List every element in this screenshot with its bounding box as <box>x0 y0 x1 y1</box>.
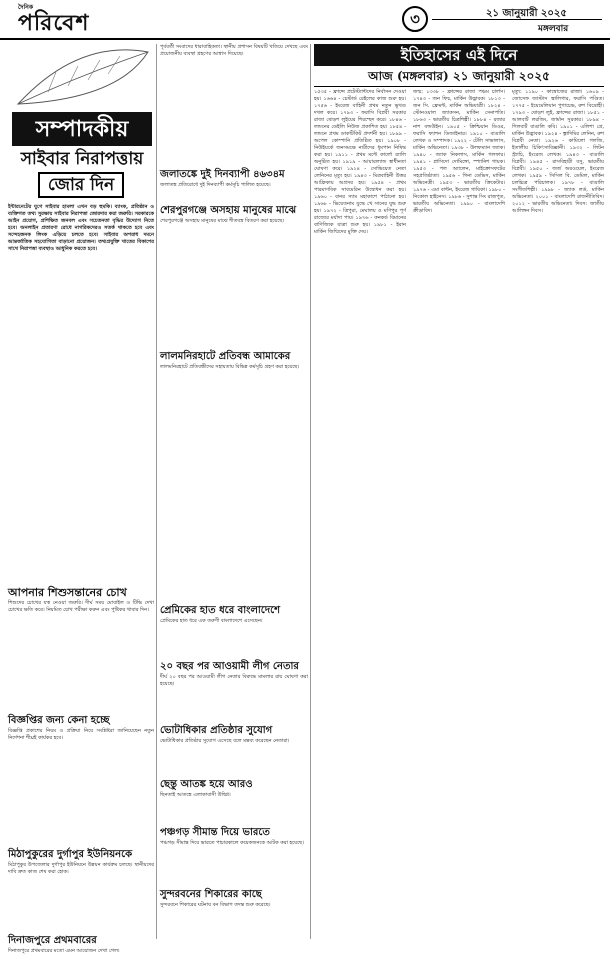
story-body: বিজ্ঞপ্তি প্রকাশের নিয়ম ও প্রক্রিয়া নিয়ে সংশ্লিষ্টরা জানিয়েছেন নতুন নির্দেশনা শীঘ্রই কার্যকর হবে। <box>8 728 154 741</box>
page-number: ৩ <box>402 6 428 32</box>
issue-date: ২১ জানুয়ারী ২০২৫ <box>486 8 567 19</box>
column-1 <box>8 44 154 964</box>
history-rule <box>314 86 604 87</box>
story-headline: আপনার শিশুসন্তানের চোখ <box>8 586 127 599</box>
story-body: ভোটাধিকার প্রতিষ্ঠার সুযোগ এসেছে বলে মন্তব্য করেছেন নেতারা। <box>160 738 290 744</box>
story-body: জলাতঙ্ক প্রতিরোধে দুই দিনব্যাপী কর্মসূচি পালিত হয়েছে। <box>160 182 271 188</box>
brand-small: দৈনিক <box>18 4 34 11</box>
history-column-events: ১৫৩৫ - ফ্রান্সে প্রটেস্ট্যান্টদের নির্বাসন দেওয়া হয়। ১৬৬৪ - চেস্টার্ড রেইলের কাজ শুরু হয়। ১৭৫৬ - ইংরেজ বাহিনী প্রথম নতুন ভূখণ্ড দখল করে। ১৭৯৩ - ফরাসি বিপ্লবী সরকার রাজা ষোড়শ লুইয়ের শিরশ্ছেদ করে। ১৮৪৬ - লন্ডনের ডেইলি নিউজ প্রকাশিত হয়। ১৮৫৪ - লন্ডনে প্রথম ডাকটিকিট প্রদর্শনী হয়। ১৮৯৯ - অপেল কোম্পানি প্রতিষ্ঠিত হয়। ১৯০৮ - নিউইয়র্কে জনসমক্ষে নারীদের ধূমপান নিষিদ্ধ করা হয়। ১৯১১ - প্রথম মন্টে কার্লো র‌্যালি অনুষ্ঠিত হয়। ১৯১৯ - আয়ারল্যান্ড স্বাধীনতা ঘোষণা করে। ১৯২৪ - সোভিয়েত নেতা লেনিনের মৃত্যু হয়। ১৯৪৩ - মিত্রবাহিনী উত্তর আফ্রিকায় অগ্রসর হয়। ১৯৫৪ - প্রথম পারমাণবিক সাবমেরিন উদ্বোধন করা হয়। ১৯৬০ - বানর স্যাম মহাকাশে পাঠানো হয়। ১৯৬৮ - ভিয়েতনাম যুদ্ধে খে সানের যুদ্ধ শুরু হয়। ১৯৭২ - ত্রিপুরা, মেঘালয় ও মণিপুর পূর্ণ রাজ্যের মর্যাদা পায়। ১৯৭৬ - কনকর্ড বিমানের বাণিজ্যিক যাত্রা শুরু হয়। ১৯৮১ - ইরান মার্কিন জিম্মিদের মুক্তি দেয়। <box>314 89 406 235</box>
story-body: লালমনিরহাটে প্রতিবন্ধীদের সহায়তায় বিভিন্ন কর্মসূচি গ্রহণ করা হয়েছে। <box>160 364 300 370</box>
story-body: সুন্দরবনে শিকারের ঘটনায় বন বিভাগ তদন্ত শুরু করেছে। <box>160 902 271 908</box>
history-column-deaths: মৃত্যু: ১১৯০ - কাম্বোজের রাজা। ১৬০৯ - জোসেফ জাস্টাস স্কালিগার, ফরাসি পণ্ডিত। ১৭৭৫ - ইয়েমেলিয়ান পুগাচেভ, রুশ বিদ্রোহী। ১৭৯৩ - ষোড়শ লুই, ফ্রান্সের রাজা। ১৮৫১ - আলবার্ট লরজিং, জার্মান সুরকার। ১৮৯৪ - গিলবার্ট বাঙালি কবি। ১৯০১ - এলিশা গ্রে, মার্কিন উদ্ভাবক। ১৯২৪ - ভ্লাদিমির লেনিন, রুশ বিপ্লবী নেতা। ১৯২৬ - কামিলো গলজি, ইতালীয় চিকিৎসাবিজ্ঞানী। ১৯৩২ - লিটন স্ট্র্যাচি, ইংরেজ লেখক। ১৯৪৩ - বাঙালি বিপ্লবী। ১৯৪৫ - রাসবিহারী বসু, ভারতীয় বিপ্লবী। ১৯৫০ - জর্জ অরওয়েল, ইংরেজ লেখক। ১৯৫৯ - সিসিল বি. ডেমিল, মার্কিন চলচ্চিত্র পরিচালক। ১৯৭৮ - বাঙালি সংগীতশিল্পী। ১৯৯৮ - জ্যাক লর্ড, মার্কিন অভিনেতা। ২০০১ - বাংলাদেশি রাজনীতিবিদ। ২০১২ - ভারতীয় অভিনেতা। দিবস: জাতীয় আলিঙ্গন দিবস। <box>512 89 604 214</box>
story-headline: ভোটাধিকার প্রতিষ্ঠার সুযোগ <box>160 725 273 736</box>
editorial-headline: সাইবার নিরাপত্তায় <box>20 149 144 169</box>
editorial-headline-boxed: জোর দিন <box>38 172 124 198</box>
issue-day: মঙ্গলবার <box>538 24 569 34</box>
masthead <box>0 0 610 40</box>
brand-main: পরিবেশ <box>18 10 90 36</box>
story-body: শিশুদের চোখের যত্ন নেওয়া জরুরি। দীর্ঘ সময় মোবাইল ও টিভি দেখা চোখের ক্ষতি করে। নিয়মিত চোখ পরীক্ষা করুন এবং পুষ্টিকর খাবার দিন। <box>8 600 154 613</box>
story-headline: দিনাজপুরে প্রথমবারের <box>8 935 97 946</box>
column-divider <box>310 44 311 939</box>
history-section <box>314 44 604 944</box>
story-headline: প্রেমিকের হাত ধরে বাংলাদেশে <box>160 605 281 616</box>
story-headline: লালমনিরহাটে প্রতিবন্ধ আমাকের <box>160 351 291 362</box>
story-body: শেরপুরগঞ্জে অসহায় মানুষের মাঝে শীতবস্ত্র বিতরণ করা হয়েছে। <box>160 218 285 224</box>
editorial-section-title: সম্পাদকীয় <box>12 112 152 146</box>
story-body: পঞ্চগড় সীমান্ত দিয়ে ভারতে পাচারকালে কয়েকজনকে আটক করা হয়েছে। <box>160 840 304 846</box>
story-body: দীর্ঘ ২০ বছর পর আওয়ামী লীগ নেতার বিরুদ্ধে মামলার রায় ঘোষণা করা হয়েছে। <box>160 674 308 687</box>
story-headline: মিঠাপুকুরের দুর্গাপুর ইউনিয়নকে <box>8 849 133 860</box>
story-body: ছিনতাই আতঙ্কে এলাকাবাসী উদ্বিগ্ন। <box>160 792 231 798</box>
story-headline: জলাতঙ্কে দুই দিনব্যাপী ৪৬৩৪ম <box>160 169 285 180</box>
newspaper-logo <box>18 4 89 35</box>
story-headline: শেরপুরগঞ্জে অসহায় মানুষের মাঝে <box>160 205 297 216</box>
story-body: পূর্ববর্তী সংবাদের ধারাবাহিকতা। স্থানীয় প্রশাসন বিষয়টি খতিয়ে দেখছে এবং প্রয়োজনীয় ব্যবস্থা গ্রহণের আশ্বাস দিয়েছে। <box>160 44 308 57</box>
column-2 <box>160 44 308 928</box>
header-rule <box>432 19 602 20</box>
story-headline: ২০ বছর পর আওয়ামী লীগ নেতার <box>160 661 299 672</box>
leaf-icon <box>8 44 154 114</box>
story-headline: ছেন্তু আতঙ্ক হয়ে আরও <box>160 779 253 790</box>
history-column-births: জন্ম: ১৩৩৮ - ফ্রান্সের রাজা পঞ্চম চার্লস। ১৭৪৩ - জন ফিচ, মার্কিন উদ্ভাবক। ১৮১৩ - জন সি. ফ্রেমন্ট, মার্কিন অভিযাত্রী। ১৮২৪ - স্টোনওয়াল জ্যাকসন, মার্কিন সেনাপতি। ১৮৬৩ - ভারতীয় চিত্রশিল্পী। ১৮৮৪ - রজার নাশ বল্ডউইন। ১৯০৫ - ক্রিশ্চিয়ান ডিওর, ফরাসি ফ্যাশন ডিজাইনার। ১৯১০ - বাঙালি লেখক ও সম্পাদক। ১৯২২ - টেলি সাভালাস, মার্কিন অভিনেতা। ১৯৩৮ - উলফম্যান জ্যাক। ১৯৪০ - জ্যাক নিকলাস, মার্কিন গলফার। ১৯৪১ - প্লাসিদো দোমিঙ্গো, স্প্যানিশ গায়ক। ১৯৫৩ - পল অ্যালেন, মাইক্রোসফটের সহপ্রতিষ্ঠাতা। ১৯৫৬ - গিনা ডেভিস, মার্কিন অভিনেত্রী। ১৯৫৩ - ভারতীয় ক্রিকেটার। ১৯৭৬ - এমা বান্টন, ইংরেজ গায়িকা। ১৯৮০ - নিকোল হাইনেস। ১৯৮৬ - সুশান্ত সিং রাজপুত, ভারতীয় অভিনেতা। ১৯৯০ - বাংলাদেশি ক্রীড়াবিদ। <box>413 89 505 214</box>
story-headline: পঞ্চগড় সীমান্ত দিয়ে ভারতে <box>160 827 270 838</box>
story-body: দিনাজপুরে প্রথমবারের মতো এমন আয়োজন দেখা গেল। <box>8 948 120 954</box>
story-body: প্রেমিকের হাত ধরে এক তরুণী বাংলাদেশে এসেছেন। <box>160 618 263 624</box>
column-divider <box>156 44 157 939</box>
story-headline: বিজ্ঞপ্তির জন্য কেনা হচ্ছে <box>8 715 110 726</box>
story-headline: সুন্দরবনের শিকারের কাছে <box>160 889 262 900</box>
story-body: মিঠাপুকুর উপজেলার দুর্গাপুর ইউনিয়নে উন্নয়ন কার্যক্রম চলছে। স্থানীয়দের দাবি দ্রুত কাজ শেষ করা হোক। <box>8 862 154 875</box>
history-columns <box>314 89 604 944</box>
history-date-line: আজ (মঙ্গলবার) ২১ জানুয়ারী ২০২৫ <box>368 69 550 83</box>
history-banner: ইতিহাসের এই দিনে <box>314 44 604 66</box>
editorial-body: ইন্টারনেটের যুগে সাইবার হামলা এখন বড় হুমকি। ব্যাংক, প্রতিষ্ঠান ও ব্যক্তিগত তথ্য সুরক্ষায় সাইবার নিরাপত্তা জোরদার করা জরুরি। সরকারকে আইন প্রয়োগ, প্রশিক্ষিত জনবল এবং সচেতনতা বৃদ্ধির উদ্যোগ নিতে হবে। অনলাইন প্রতারণা রোধে নাগরিকদেরও সতর্ক থাকতে হবে এবং সন্দেহজনক লিংক এড়িয়ে চলতে হবে। সাইবার অপরাধ দমনে আন্তর্জাতিক সহযোগিতা বাড়ানো প্রয়োজন। তথ্যপ্রযুক্তি খাতের বিকাশের সাথে নিরাপত্তা ব্যবস্থাও আধুনিক করতে হবে। <box>8 204 154 252</box>
